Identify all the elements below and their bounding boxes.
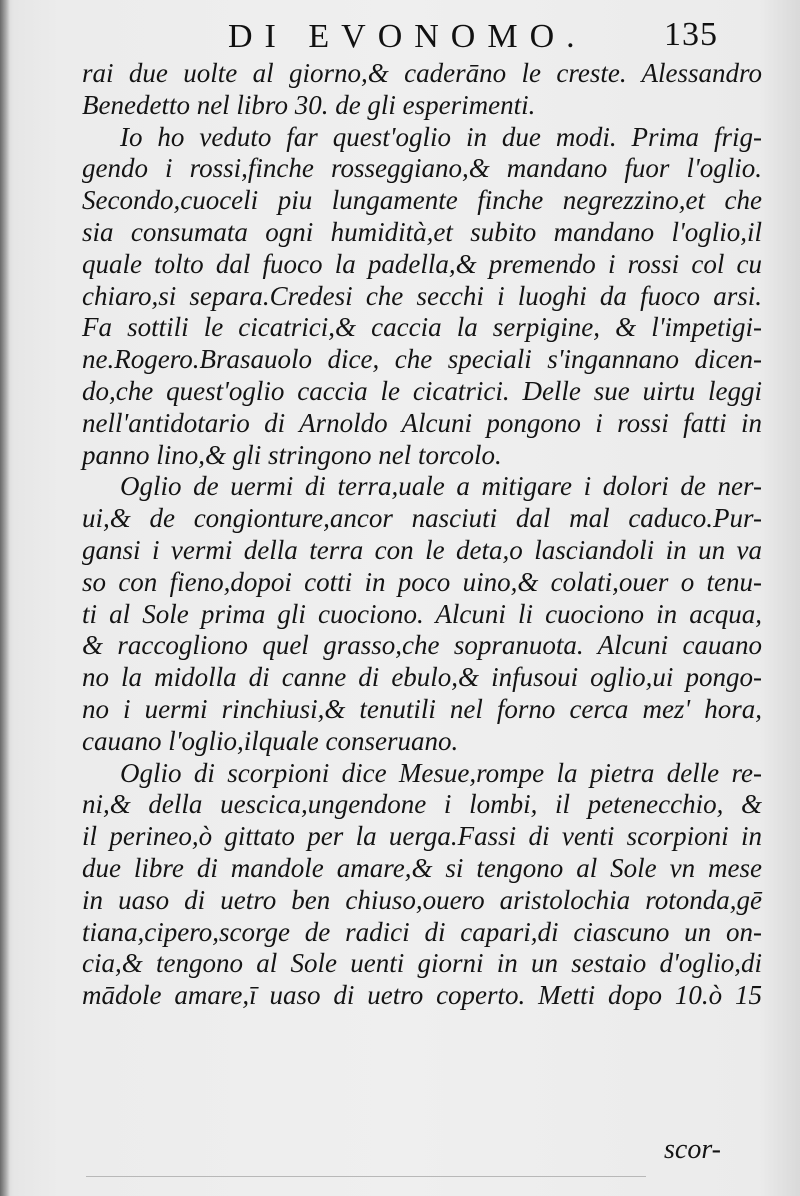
text-line: ui,& de congionture,ancor nasciuti dal mal caduco.Pur- — [82, 503, 762, 534]
bottom-edge-rule — [86, 1176, 646, 1177]
text-line: chiaro,si separa.Credesi che secchi i luoghi da fuoco arsi. — [82, 280, 762, 311]
text-line: in uaso di uetro ben chiuso,ouero aristolochia rotonda,gē — [82, 884, 762, 915]
text-line: sia consumata ogni humidità,et subito mandano l'oglio,il — [82, 216, 762, 247]
text-line: tiana,cipero,scorge de radici di capari,di ciascuno un on- — [82, 916, 762, 947]
text-line: il perineo,ò gittato per la uerga.Fassi di venti scorpioni in — [82, 821, 762, 852]
page-number: 135 — [664, 16, 718, 53]
text-line: Io ho veduto far quest'oglio in due modi. Prima frig- — [120, 121, 762, 152]
gutter-shadow — [0, 0, 10, 1196]
text-line: & raccogliono quel grasso,che sopranuota. Alcuni cauano — [82, 630, 762, 661]
text-line: gansi i vermi della terra con le deta,o lasciandoli in un va — [82, 534, 762, 565]
text-line: no i uermi rinchiusi,& tenutili nel forno cerca mez' hora, — [82, 693, 762, 724]
text-line: cia,& tengono al Sole uenti giorni in un sestaio d'oglio,di — [82, 948, 762, 979]
text-line: cauano l'oglio,ilquale conseruano. — [82, 725, 459, 756]
text-line: gendo i rossi,finche rosseggiano,& mandano fuor l'oglio. — [82, 153, 762, 184]
text-line: panno lino,& gli stringono nel torcolo. — [82, 439, 502, 470]
text-line: ni,& della uescica,ungendone i lombi, il petenecchio, & — [82, 789, 762, 820]
catchword: scor- — [664, 1134, 721, 1165]
text-line: do,che quest'oglio caccia le cicatrici. Delle sue uirtu leggi — [82, 375, 762, 406]
text-line: nell'antidotario di Arnoldo Alcuni pongono i rossi fatti in — [82, 407, 762, 438]
running-title: DI EVONOMO. — [228, 18, 587, 55]
text-line: Benedetto nel libro 30. de gli esperimenti. — [82, 89, 536, 120]
text-line: Fa sottili le cicatrici,& caccia la serpigine, & l'impetigi- — [82, 312, 762, 343]
text-line: no la midolla di canne di ebulo,& infusoui oglio,ui pongo- — [82, 662, 762, 693]
text-line: Secondo,cuoceli piu lungamente finche negrezzino,et che — [82, 185, 762, 216]
body-text — [82, 58, 762, 1012]
text-line: quale tolto dal fuoco la padella,& premendo i rossi col cu — [82, 248, 762, 279]
text-line: due libre di mandole amare,& si tengono al Sole vn mese — [82, 852, 762, 883]
text-line: Oglio di scorpioni dice Mesue,rompe la pietra delle re- — [120, 757, 762, 788]
text-line: so con fieno,dopoi cotti in poco uino,& colati,ouer o tenu- — [82, 566, 762, 597]
text-line: ti al Sole prima gli cuociono. Alcuni li cuociono in acqua, — [82, 598, 762, 629]
text-line: rai due uolte al giorno,& caderāno le creste. Alessandro — [82, 58, 762, 88]
text-line: Oglio de uermi di terra,uale a mitigare i dolori de ner- — [120, 471, 762, 502]
text-line: ne.Rogero.Brasauolo dice, che speciali s'ingannano dicen- — [82, 344, 762, 375]
page-header — [0, 14, 800, 60]
text-line: mādole amare,ī uaso di uetro coperto. Metti dopo 10.ò 15 — [82, 980, 762, 1011]
